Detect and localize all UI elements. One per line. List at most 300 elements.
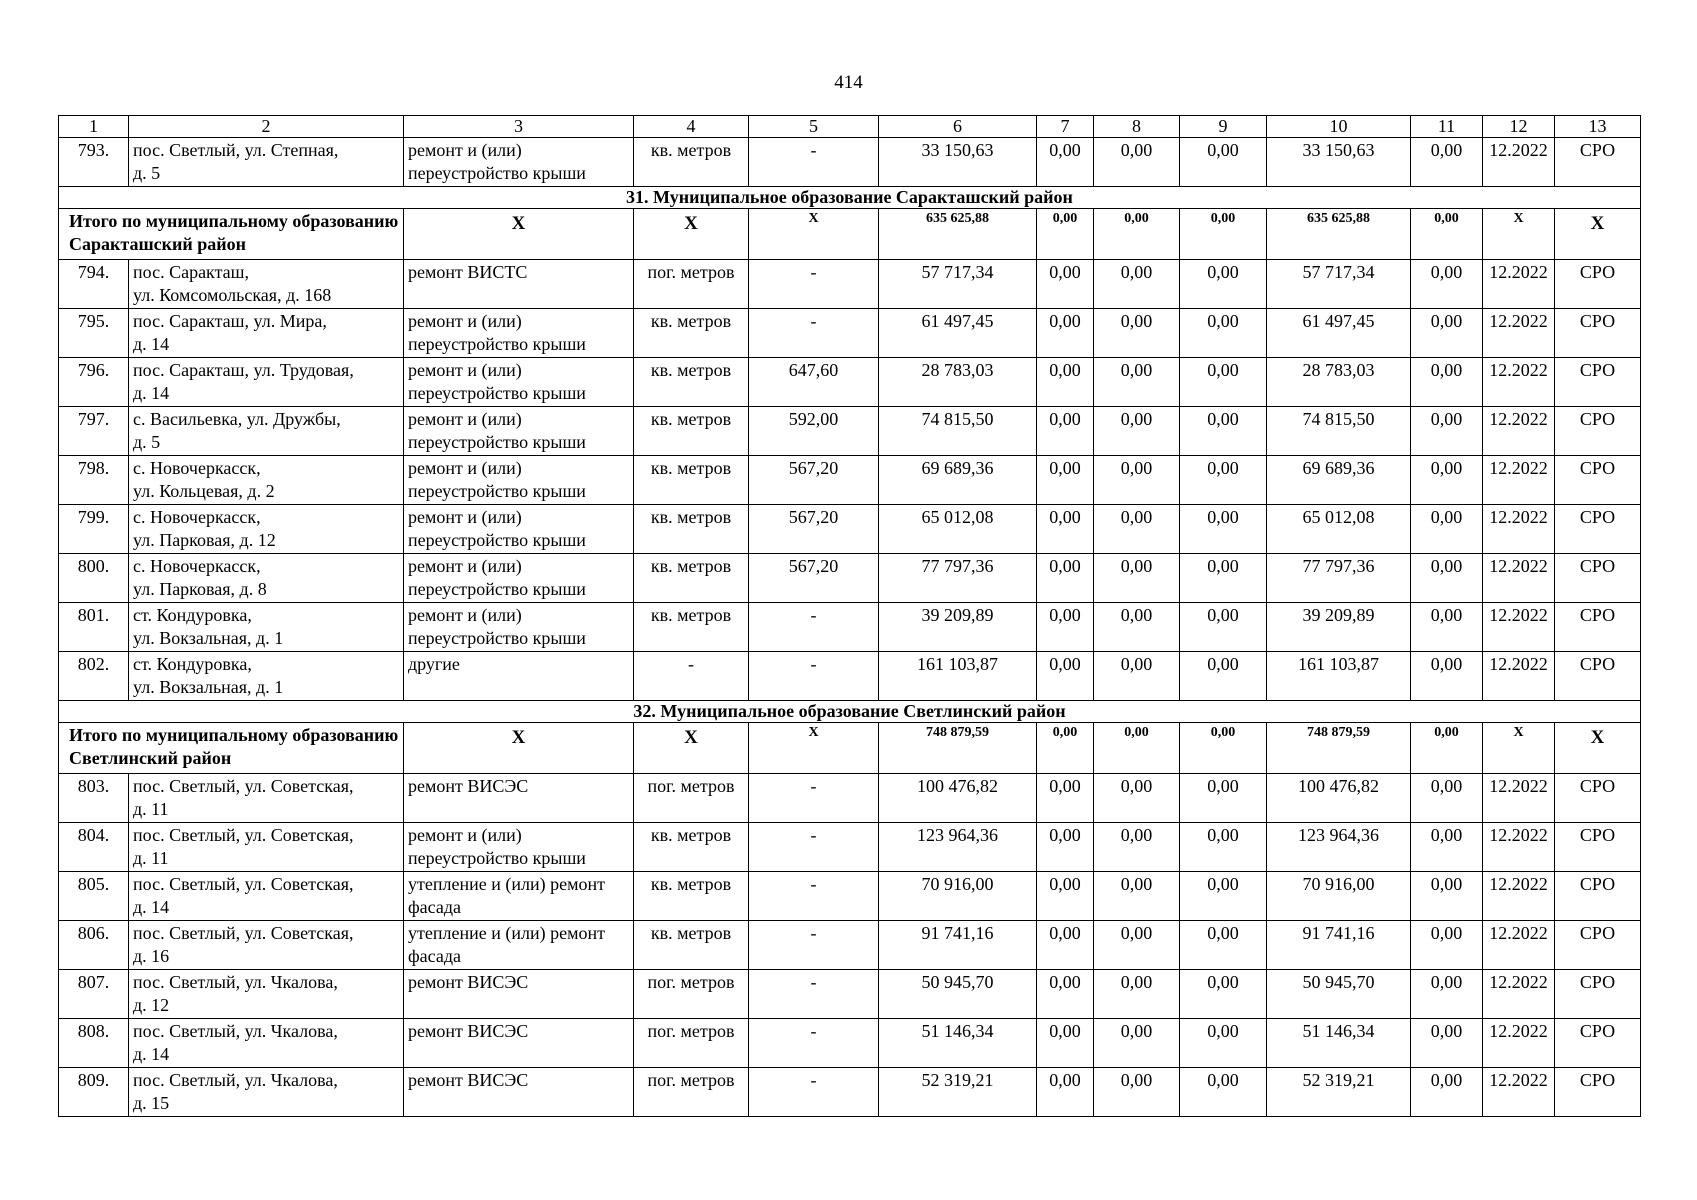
table-row: [59, 603, 1641, 652]
address-line-2: ул. Парковая, д. 12: [133, 530, 276, 550]
value-cell-c10: 77 797,36: [1267, 554, 1411, 603]
contractor-cell: СРО: [1555, 603, 1641, 652]
address-line-1: пос. Саракташ, ул. Трудовая,: [133, 360, 354, 380]
value-cell-c11: 0,00: [1411, 407, 1483, 456]
column-number-6: 6: [879, 116, 1037, 138]
value-cell-c8: 0,00: [1094, 505, 1180, 554]
value-cell-c12: Х: [1483, 723, 1555, 774]
value-cell-c6: 57 717,34: [879, 260, 1037, 309]
value-cell-c11: 0,00: [1411, 260, 1483, 309]
address-line-2: д. 15: [133, 1093, 170, 1113]
table-row: [59, 309, 1641, 358]
value-cell-c5: 647,60: [749, 358, 879, 407]
value-cell-c12: 12.2022: [1483, 260, 1555, 309]
row-number: 802.: [59, 652, 129, 701]
work-type-cell: ремонт ВИСЭС: [404, 970, 634, 1019]
value-cell-c6: 51 146,34: [879, 1019, 1037, 1068]
value-cell-c8: 0,00: [1094, 1068, 1180, 1117]
unit-cell: кв. метров: [634, 554, 749, 603]
row-number: 795.: [59, 309, 129, 358]
value-cell-c8: 0,00: [1094, 138, 1180, 187]
value-cell-c8: 0,00: [1094, 1019, 1180, 1068]
value-cell-c5: Х: [749, 723, 879, 774]
table-row: [59, 138, 1641, 187]
value-cell-c10: 57 717,34: [1267, 260, 1411, 309]
value-cell-c9: 0,00: [1180, 456, 1267, 505]
unit-cell: кв. метров: [634, 309, 749, 358]
address-cell: [129, 970, 404, 1019]
value-cell-c7: 0,00: [1037, 554, 1094, 603]
unit-cell: кв. метров: [634, 823, 749, 872]
row-number: 798.: [59, 456, 129, 505]
work-type-cell: ремонт и (или) переустройство крыши: [404, 309, 634, 358]
address-cell: [129, 603, 404, 652]
value-cell-c5: -: [749, 1019, 879, 1068]
value-cell-c5: -: [749, 260, 879, 309]
work-type-cell: ремонт и (или) переустройство крыши: [404, 823, 634, 872]
work-type-cell: ремонт и (или) переустройство крыши: [404, 358, 634, 407]
table-row: [59, 1068, 1641, 1117]
table-row: [59, 260, 1641, 309]
value-cell-c12: 12.2022: [1483, 774, 1555, 823]
value-cell-c12: Х: [1483, 209, 1555, 260]
value-cell-c10: 74 815,50: [1267, 407, 1411, 456]
address-line-2: ул. Парковая, д. 8: [133, 579, 267, 599]
address-line-2: д. 5: [133, 432, 161, 452]
value-cell-c7: 0,00: [1037, 456, 1094, 505]
value-cell-c8: 0,00: [1094, 603, 1180, 652]
address-line-1: пос. Светлый, ул. Советская,: [133, 825, 354, 845]
row-number: 809.: [59, 1068, 129, 1117]
contractor-cell: Х: [1555, 209, 1641, 260]
address-cell: [129, 774, 404, 823]
value-cell-c11: 0,00: [1411, 1068, 1483, 1117]
section-header-row: [59, 187, 1641, 209]
work-type-cell: ремонт и (или) переустройство крыши: [404, 505, 634, 554]
value-cell-c7: 0,00: [1037, 407, 1094, 456]
table-row: [59, 823, 1641, 872]
value-cell-c9: 0,00: [1180, 407, 1267, 456]
value-cell-c11: 0,00: [1411, 209, 1483, 260]
value-cell-c12: 12.2022: [1483, 309, 1555, 358]
value-cell-c10: 28 783,03: [1267, 358, 1411, 407]
value-cell-c11: 0,00: [1411, 723, 1483, 774]
work-type-cell: ремонт и (или) переустройство крыши: [404, 554, 634, 603]
value-cell-c9: 0,00: [1180, 872, 1267, 921]
value-cell-c8: 0,00: [1094, 652, 1180, 701]
row-number: 805.: [59, 872, 129, 921]
value-cell-c5: -: [749, 970, 879, 1019]
value-cell-c5: -: [749, 823, 879, 872]
contractor-cell: СРО: [1555, 456, 1641, 505]
address-line-2: д. 11: [133, 848, 169, 868]
column-number-1: 1: [59, 116, 129, 138]
address-line-1: пос. Саракташ, ул. Мира,: [133, 311, 327, 331]
unit-cell: пог. метров: [634, 1019, 749, 1068]
value-cell-c5: 567,20: [749, 554, 879, 603]
row-number: 806.: [59, 921, 129, 970]
value-cell-c5: 567,20: [749, 456, 879, 505]
value-cell-c7: 0,00: [1037, 723, 1094, 774]
value-cell-c11: 0,00: [1411, 309, 1483, 358]
value-cell-c10: 123 964,36: [1267, 823, 1411, 872]
address-line-2: д. 16: [133, 946, 170, 966]
value-cell-c9: 0,00: [1180, 652, 1267, 701]
address-cell: [129, 1019, 404, 1068]
value-cell-c8: 0,00: [1094, 456, 1180, 505]
value-cell-c8: 0,00: [1094, 823, 1180, 872]
address-line-2: ул. Вокзальная, д. 1: [133, 628, 284, 648]
value-cell-c12: 12.2022: [1483, 505, 1555, 554]
row-number: 803.: [59, 774, 129, 823]
value-cell-c5: -: [749, 1068, 879, 1117]
value-cell-c10: 50 945,70: [1267, 970, 1411, 1019]
value-cell-c12: 12.2022: [1483, 872, 1555, 921]
value-cell-c6: 123 964,36: [879, 823, 1037, 872]
value-cell-c6: 77 797,36: [879, 554, 1037, 603]
table-body: [59, 116, 1641, 1117]
table-row: [59, 358, 1641, 407]
unit-cell: Х: [634, 723, 749, 774]
unit-cell: пог. метров: [634, 774, 749, 823]
address-line-1: пос. Светлый, ул. Чкалова,: [133, 972, 338, 992]
row-number: 799.: [59, 505, 129, 554]
unit-cell: кв. метров: [634, 603, 749, 652]
contractor-cell: СРО: [1555, 970, 1641, 1019]
column-number-13: 13: [1555, 116, 1641, 138]
address-line-1: ст. Кондуровка,: [133, 654, 252, 674]
value-cell-c7: 0,00: [1037, 872, 1094, 921]
value-cell-c7: 0,00: [1037, 358, 1094, 407]
address-line-1: с. Новочеркасск,: [133, 458, 261, 478]
address-line-2: д. 14: [133, 897, 170, 917]
address-line-2: ул. Комсомольская, д. 168: [133, 285, 332, 305]
address-line-1: ст. Кондуровка,: [133, 605, 252, 625]
value-cell-c10: 61 497,45: [1267, 309, 1411, 358]
contractor-cell: СРО: [1555, 309, 1641, 358]
value-cell-c5: -: [749, 603, 879, 652]
value-cell-c11: 0,00: [1411, 138, 1483, 187]
value-cell-c7: 0,00: [1037, 1068, 1094, 1117]
address-line-1: пос. Светлый, ул. Советская,: [133, 923, 354, 943]
value-cell-c12: 12.2022: [1483, 358, 1555, 407]
contractor-cell: СРО: [1555, 872, 1641, 921]
value-cell-c7: 0,00: [1037, 652, 1094, 701]
table-row: [59, 1019, 1641, 1068]
row-number: 796.: [59, 358, 129, 407]
row-number: 794.: [59, 260, 129, 309]
address-line-2: д. 14: [133, 1044, 170, 1064]
work-type-cell: ремонт и (или) переустройство крыши: [404, 138, 634, 187]
contractor-cell: СРО: [1555, 1019, 1641, 1068]
unit-cell: кв. метров: [634, 358, 749, 407]
address-cell: [129, 823, 404, 872]
value-cell-c9: 0,00: [1180, 921, 1267, 970]
value-cell-c12: 12.2022: [1483, 1068, 1555, 1117]
work-type-cell: ремонт и (или) переустройство крыши: [404, 407, 634, 456]
value-cell-c6: 28 783,03: [879, 358, 1037, 407]
value-cell-c9: 0,00: [1180, 209, 1267, 260]
value-cell-c11: 0,00: [1411, 823, 1483, 872]
value-cell-c7: 0,00: [1037, 138, 1094, 187]
address-line-2: ул. Кольцевая, д. 2: [133, 481, 275, 501]
address-line-2: ул. Вокзальная, д. 1: [133, 677, 284, 697]
value-cell-c12: 12.2022: [1483, 138, 1555, 187]
address-cell: [129, 456, 404, 505]
address-cell: [129, 1068, 404, 1117]
value-cell-c12: 12.2022: [1483, 652, 1555, 701]
table-row: [59, 554, 1641, 603]
contractor-cell: СРО: [1555, 774, 1641, 823]
value-cell-c8: 0,00: [1094, 970, 1180, 1019]
value-cell-c12: 12.2022: [1483, 554, 1555, 603]
column-number-10: 10: [1267, 116, 1411, 138]
value-cell-c5: -: [749, 652, 879, 701]
value-cell-c11: 0,00: [1411, 358, 1483, 407]
column-number-header-row: [59, 116, 1641, 138]
value-cell-c6: 39 209,89: [879, 603, 1037, 652]
contractor-cell: СРО: [1555, 554, 1641, 603]
value-cell-c7: 0,00: [1037, 603, 1094, 652]
value-cell-c5: Х: [749, 209, 879, 260]
address-line-1: с. Новочеркасск,: [133, 507, 261, 527]
value-cell-c10: 52 319,21: [1267, 1068, 1411, 1117]
section-title: 31. Муниципальное образование Саракташский район: [59, 187, 1641, 209]
row-number: 804.: [59, 823, 129, 872]
value-cell-c11: 0,00: [1411, 872, 1483, 921]
value-cell-c5: -: [749, 774, 879, 823]
address-cell: [129, 921, 404, 970]
value-cell-c6: 748 879,59: [879, 723, 1037, 774]
value-cell-c7: 0,00: [1037, 1019, 1094, 1068]
table-row: [59, 774, 1641, 823]
work-type-cell: ремонт ВИСТС: [404, 260, 634, 309]
value-cell-c10: 33 150,63: [1267, 138, 1411, 187]
subtotal-row: [59, 723, 1641, 774]
value-cell-c7: 0,00: [1037, 209, 1094, 260]
address-cell: [129, 872, 404, 921]
work-type-cell: Х: [404, 723, 634, 774]
value-cell-c10: 39 209,89: [1267, 603, 1411, 652]
row-number: 807.: [59, 970, 129, 1019]
value-cell-c6: 100 476,82: [879, 774, 1037, 823]
unit-cell: Х: [634, 209, 749, 260]
address-line-1: пос. Светлый, ул. Степная,: [133, 140, 339, 160]
value-cell-c10: 51 146,34: [1267, 1019, 1411, 1068]
table-row: [59, 407, 1641, 456]
value-cell-c12: 12.2022: [1483, 970, 1555, 1019]
value-cell-c8: 0,00: [1094, 358, 1180, 407]
value-cell-c11: 0,00: [1411, 921, 1483, 970]
value-cell-c12: 12.2022: [1483, 456, 1555, 505]
address-line-2: д. 11: [133, 799, 169, 819]
contractor-cell: СРО: [1555, 407, 1641, 456]
column-number-12: 12: [1483, 116, 1555, 138]
value-cell-c11: 0,00: [1411, 456, 1483, 505]
address-line-2: д. 14: [133, 334, 170, 354]
value-cell-c5: -: [749, 309, 879, 358]
value-cell-c10: 748 879,59: [1267, 723, 1411, 774]
work-type-cell: ремонт ВИСЭС: [404, 1019, 634, 1068]
contractor-cell: СРО: [1555, 1068, 1641, 1117]
contractor-cell: СРО: [1555, 823, 1641, 872]
address-cell: [129, 407, 404, 456]
value-cell-c6: 74 815,50: [879, 407, 1037, 456]
contractor-cell: СРО: [1555, 260, 1641, 309]
address-line-1: пос. Светлый, ул. Советская,: [133, 874, 354, 894]
value-cell-c11: 0,00: [1411, 603, 1483, 652]
value-cell-c8: 0,00: [1094, 407, 1180, 456]
value-cell-c9: 0,00: [1180, 309, 1267, 358]
address-line-2: д. 5: [133, 163, 161, 183]
value-cell-c11: 0,00: [1411, 1019, 1483, 1068]
value-cell-c9: 0,00: [1180, 723, 1267, 774]
capital-repair-register-table: [58, 115, 1641, 1117]
unit-cell: кв. метров: [634, 407, 749, 456]
row-number: 797.: [59, 407, 129, 456]
address-cell: [129, 358, 404, 407]
address-cell: [129, 505, 404, 554]
contractor-cell: СРО: [1555, 505, 1641, 554]
unit-cell: пог. метров: [634, 1068, 749, 1117]
value-cell-c5: 567,20: [749, 505, 879, 554]
column-number-4: 4: [634, 116, 749, 138]
value-cell-c5: -: [749, 921, 879, 970]
value-cell-c7: 0,00: [1037, 823, 1094, 872]
column-number-7: 7: [1037, 116, 1094, 138]
value-cell-c7: 0,00: [1037, 309, 1094, 358]
contractor-cell: СРО: [1555, 358, 1641, 407]
value-cell-c10: 161 103,87: [1267, 652, 1411, 701]
address-line-1: пос. Саракташ,: [133, 262, 249, 282]
value-cell-c6: 635 625,88: [879, 209, 1037, 260]
unit-cell: кв. метров: [634, 872, 749, 921]
contractor-cell: СРО: [1555, 652, 1641, 701]
value-cell-c7: 0,00: [1037, 260, 1094, 309]
column-number-5: 5: [749, 116, 879, 138]
address-line-1: пос. Светлый, ул. Чкалова,: [133, 1021, 338, 1041]
value-cell-c9: 0,00: [1180, 138, 1267, 187]
unit-cell: -: [634, 652, 749, 701]
value-cell-c11: 0,00: [1411, 774, 1483, 823]
value-cell-c9: 0,00: [1180, 1068, 1267, 1117]
address-cell: [129, 652, 404, 701]
address-cell: [129, 309, 404, 358]
contractor-cell: СРО: [1555, 921, 1641, 970]
value-cell-c12: 12.2022: [1483, 823, 1555, 872]
value-cell-c6: 69 689,36: [879, 456, 1037, 505]
unit-cell: кв. метров: [634, 921, 749, 970]
value-cell-c6: 50 945,70: [879, 970, 1037, 1019]
address-line-2: д. 14: [133, 383, 170, 403]
column-number-8: 8: [1094, 116, 1180, 138]
value-cell-c9: 0,00: [1180, 260, 1267, 309]
value-cell-c6: 91 741,16: [879, 921, 1037, 970]
address-cell: [129, 260, 404, 309]
work-type-cell: утепление и (или) ремонт фасада: [404, 921, 634, 970]
value-cell-c10: 70 916,00: [1267, 872, 1411, 921]
column-number-3: 3: [404, 116, 634, 138]
column-number-11: 11: [1411, 116, 1483, 138]
address-line-1: с. Васильевка, ул. Дружбы,: [133, 409, 341, 429]
row-number: 808.: [59, 1019, 129, 1068]
row-number: 800.: [59, 554, 129, 603]
value-cell-c6: 70 916,00: [879, 872, 1037, 921]
subtotal-row: [59, 209, 1641, 260]
unit-cell: пог. метров: [634, 260, 749, 309]
value-cell-c10: 635 625,88: [1267, 209, 1411, 260]
value-cell-c11: 0,00: [1411, 970, 1483, 1019]
value-cell-c10: 100 476,82: [1267, 774, 1411, 823]
value-cell-c11: 0,00: [1411, 652, 1483, 701]
address-cell: [129, 554, 404, 603]
value-cell-c9: 0,00: [1180, 970, 1267, 1019]
value-cell-c8: 0,00: [1094, 209, 1180, 260]
address-line-2: д. 12: [133, 995, 170, 1015]
value-cell-c7: 0,00: [1037, 970, 1094, 1019]
value-cell-c7: 0,00: [1037, 921, 1094, 970]
table-row: [59, 970, 1641, 1019]
work-type-cell: ремонт и (или) переустройство крыши: [404, 456, 634, 505]
value-cell-c12: 12.2022: [1483, 921, 1555, 970]
table-row: [59, 505, 1641, 554]
value-cell-c5: 592,00: [749, 407, 879, 456]
address-line-1: пос. Светлый, ул. Советская,: [133, 776, 354, 796]
value-cell-c8: 0,00: [1094, 309, 1180, 358]
unit-cell: пог. метров: [634, 970, 749, 1019]
work-type-cell: другие: [404, 652, 634, 701]
unit-cell: кв. метров: [634, 138, 749, 187]
work-type-cell: ремонт ВИСЭС: [404, 1068, 634, 1117]
column-number-2: 2: [129, 116, 404, 138]
value-cell-c9: 0,00: [1180, 1019, 1267, 1068]
table-row: [59, 872, 1641, 921]
value-cell-c8: 0,00: [1094, 723, 1180, 774]
value-cell-c5: -: [749, 138, 879, 187]
value-cell-c6: 52 319,21: [879, 1068, 1037, 1117]
work-type-cell: ремонт и (или) переустройство крыши: [404, 603, 634, 652]
column-number-9: 9: [1180, 116, 1267, 138]
table-row: [59, 456, 1641, 505]
value-cell-c8: 0,00: [1094, 872, 1180, 921]
address-cell: [129, 138, 404, 187]
work-type-cell: Х: [404, 209, 634, 260]
value-cell-c9: 0,00: [1180, 774, 1267, 823]
value-cell-c10: 69 689,36: [1267, 456, 1411, 505]
address-line-1: пос. Светлый, ул. Чкалова,: [133, 1070, 338, 1090]
contractor-cell: Х: [1555, 723, 1641, 774]
value-cell-c10: 65 012,08: [1267, 505, 1411, 554]
value-cell-c9: 0,00: [1180, 603, 1267, 652]
work-type-cell: ремонт ВИСЭС: [404, 774, 634, 823]
value-cell-c10: 91 741,16: [1267, 921, 1411, 970]
value-cell-c12: 12.2022: [1483, 407, 1555, 456]
value-cell-c6: 61 497,45: [879, 309, 1037, 358]
work-type-cell: утепление и (или) ремонт фасада: [404, 872, 634, 921]
section-header-row: [59, 701, 1641, 723]
row-number: 793.: [59, 138, 129, 187]
value-cell-c11: 0,00: [1411, 554, 1483, 603]
value-cell-c9: 0,00: [1180, 823, 1267, 872]
contractor-cell: СРО: [1555, 138, 1641, 187]
value-cell-c9: 0,00: [1180, 554, 1267, 603]
value-cell-c12: 12.2022: [1483, 1019, 1555, 1068]
section-title: 32. Муниципальное образование Светлинский район: [59, 701, 1641, 723]
table-row: [59, 652, 1641, 701]
subtotal-label: Итого по муниципальному образованию Саракташский район: [59, 209, 404, 260]
value-cell-c6: 65 012,08: [879, 505, 1037, 554]
address-line-1: с. Новочеркасск,: [133, 556, 261, 576]
